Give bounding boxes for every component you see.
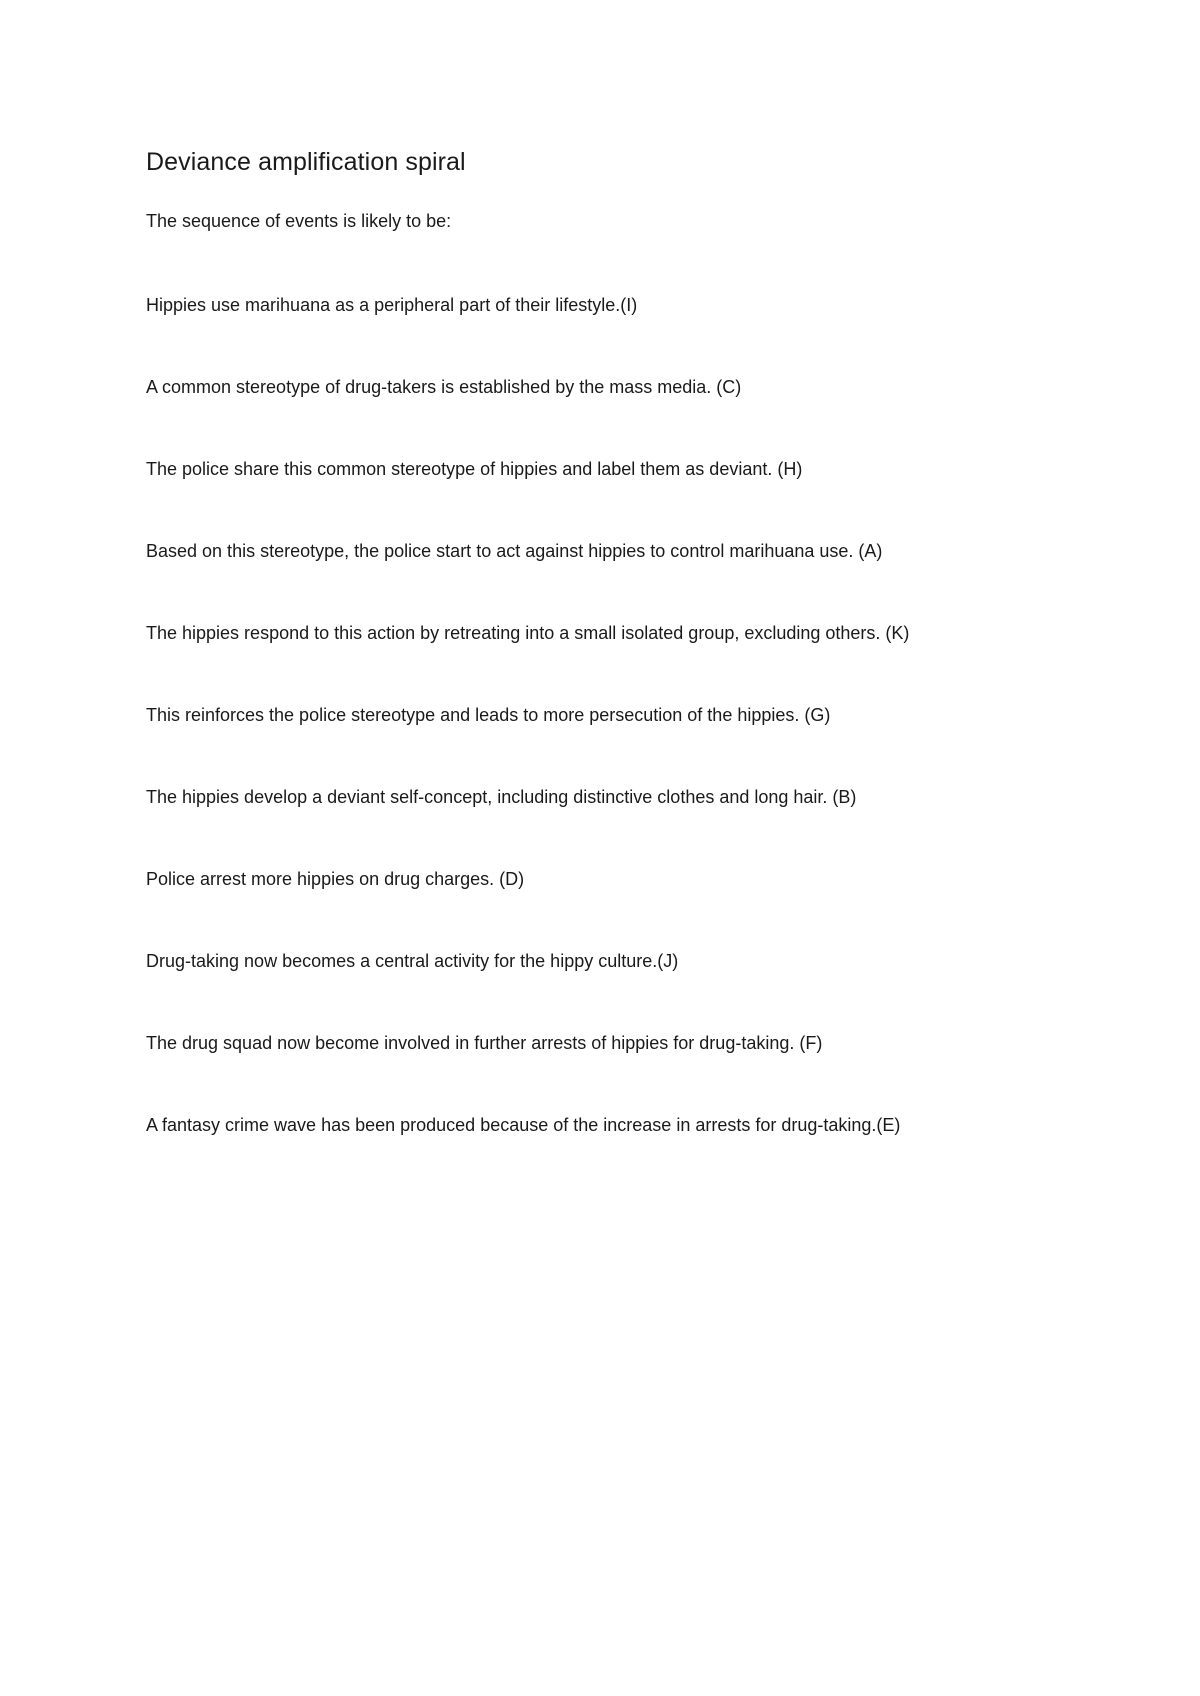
event-item-4: Based on this stereotype, the police start to act against hippies to control marihuana use. (A) (146, 541, 883, 561)
event-item-2: A common stereotype of drug-takers is established by the mass media. (C) (146, 377, 742, 397)
event-item-11: A fantasy crime wave has been produced because of the increase in arrests for drug-taking.(E) (146, 1115, 901, 1135)
event-item-5: The hippies respond to this action by retreating into a small isolated group, excluding others. (K) (146, 623, 910, 643)
event-item-6: This reinforces the police stereotype and leads to more persecution of the hippies. (G) (146, 705, 831, 725)
page-title: Deviance amplification spiral (146, 148, 466, 176)
event-item-1: Hippies use marihuana as a peripheral part of their lifestyle.(I) (146, 295, 638, 315)
event-item-10: The drug squad now become involved in further arrests of hippies for drug-taking. (F) (146, 1033, 823, 1053)
event-item-9: Drug-taking now becomes a central activity for the hippy culture.(J) (146, 951, 679, 971)
event-sequence-list (146, 293, 909, 1195)
intro-text: The sequence of events is likely to be: (146, 211, 452, 231)
event-item-3: The police share this common stereotype of hippies and label them as deviant. (H) (146, 459, 803, 479)
event-item-7: The hippies develop a deviant self-concept, including distinctive clothes and long hair. (B) (146, 787, 857, 807)
event-item-8: Police arrest more hippies on drug charges. (D) (146, 869, 525, 889)
